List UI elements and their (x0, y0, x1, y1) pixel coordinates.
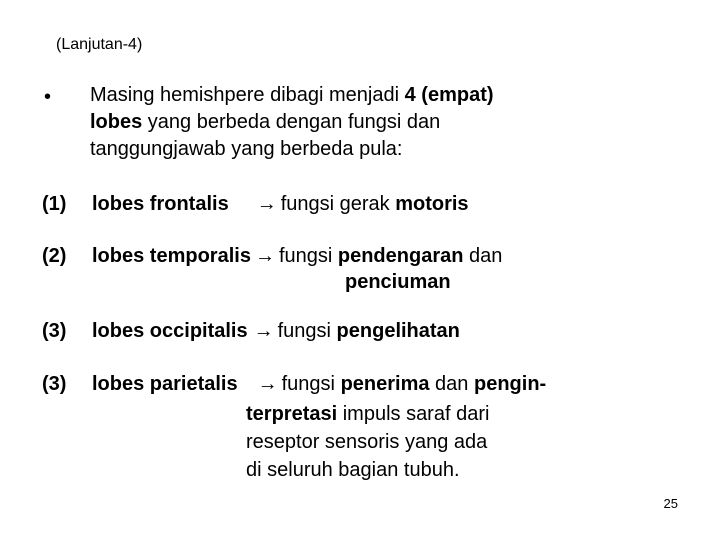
item-function-text: fungsi (278, 245, 338, 267)
item-continuation-line-1 (246, 401, 489, 427)
item-continuation-bold: terpretasi (246, 403, 338, 425)
item-function-bold: pengelihatan (336, 320, 460, 342)
bullet-paragraph (90, 82, 610, 163)
arrow-right-icon: → (254, 245, 275, 267)
item-function-tail: dan (429, 373, 474, 395)
item-number: (2) (42, 245, 67, 267)
list-item-frontalis (42, 191, 469, 217)
page-number: 25 (663, 496, 678, 511)
item-function-bold: penerima (340, 373, 430, 395)
item-function-bold: pendengaran (337, 245, 464, 267)
item-lobe-name: lobes temporalis (92, 245, 251, 267)
item-lobe-name: lobes parietalis (92, 373, 238, 395)
item-number: (3) (42, 373, 67, 395)
arrow-right-icon: → (253, 320, 274, 342)
bullet-text-1: Masing hemishpere dibagi menjadi (90, 84, 405, 106)
item-function-bold-2: pengin- (473, 373, 547, 395)
bullet-text-3: tanggungjawab yang berbeda pula: (90, 138, 403, 160)
bullet-bold-count: 4 (empat) (404, 84, 494, 106)
list-item-temporalis (42, 243, 502, 269)
list-item-parietalis (42, 371, 546, 397)
item-function-text: fungsi (281, 373, 341, 395)
item-function-tail: dan (463, 245, 503, 267)
item-continuation-text: impuls saraf dari (337, 403, 490, 425)
bullet-text-2: yang berbeda dengan fungsi dan (142, 111, 441, 133)
arrow-right-icon: → (256, 193, 277, 215)
item-continuation-line-3: di seluruh bagian tubuh. (246, 459, 460, 481)
bullet-marker: • (44, 86, 52, 108)
list-item-occipitalis (42, 318, 460, 344)
item-continuation-bold: penciuman (345, 271, 451, 293)
item-lobe-name: lobes occipitalis (92, 320, 248, 342)
item-continuation-line-2: reseptor sensoris yang ada (246, 431, 488, 453)
arrow-right-icon: → (257, 373, 278, 395)
slide-subtitle: (Lanjutan-4) (56, 36, 143, 53)
item-function-text: fungsi gerak (280, 193, 396, 215)
item-number: (3) (42, 320, 67, 342)
item-lobe-name: lobes frontalis (92, 193, 229, 215)
item-function-text: fungsi (277, 320, 337, 342)
item-number: (1) (42, 193, 67, 215)
bullet-bold-lobes: lobes (90, 111, 143, 133)
item-function-bold: motoris (395, 193, 469, 215)
